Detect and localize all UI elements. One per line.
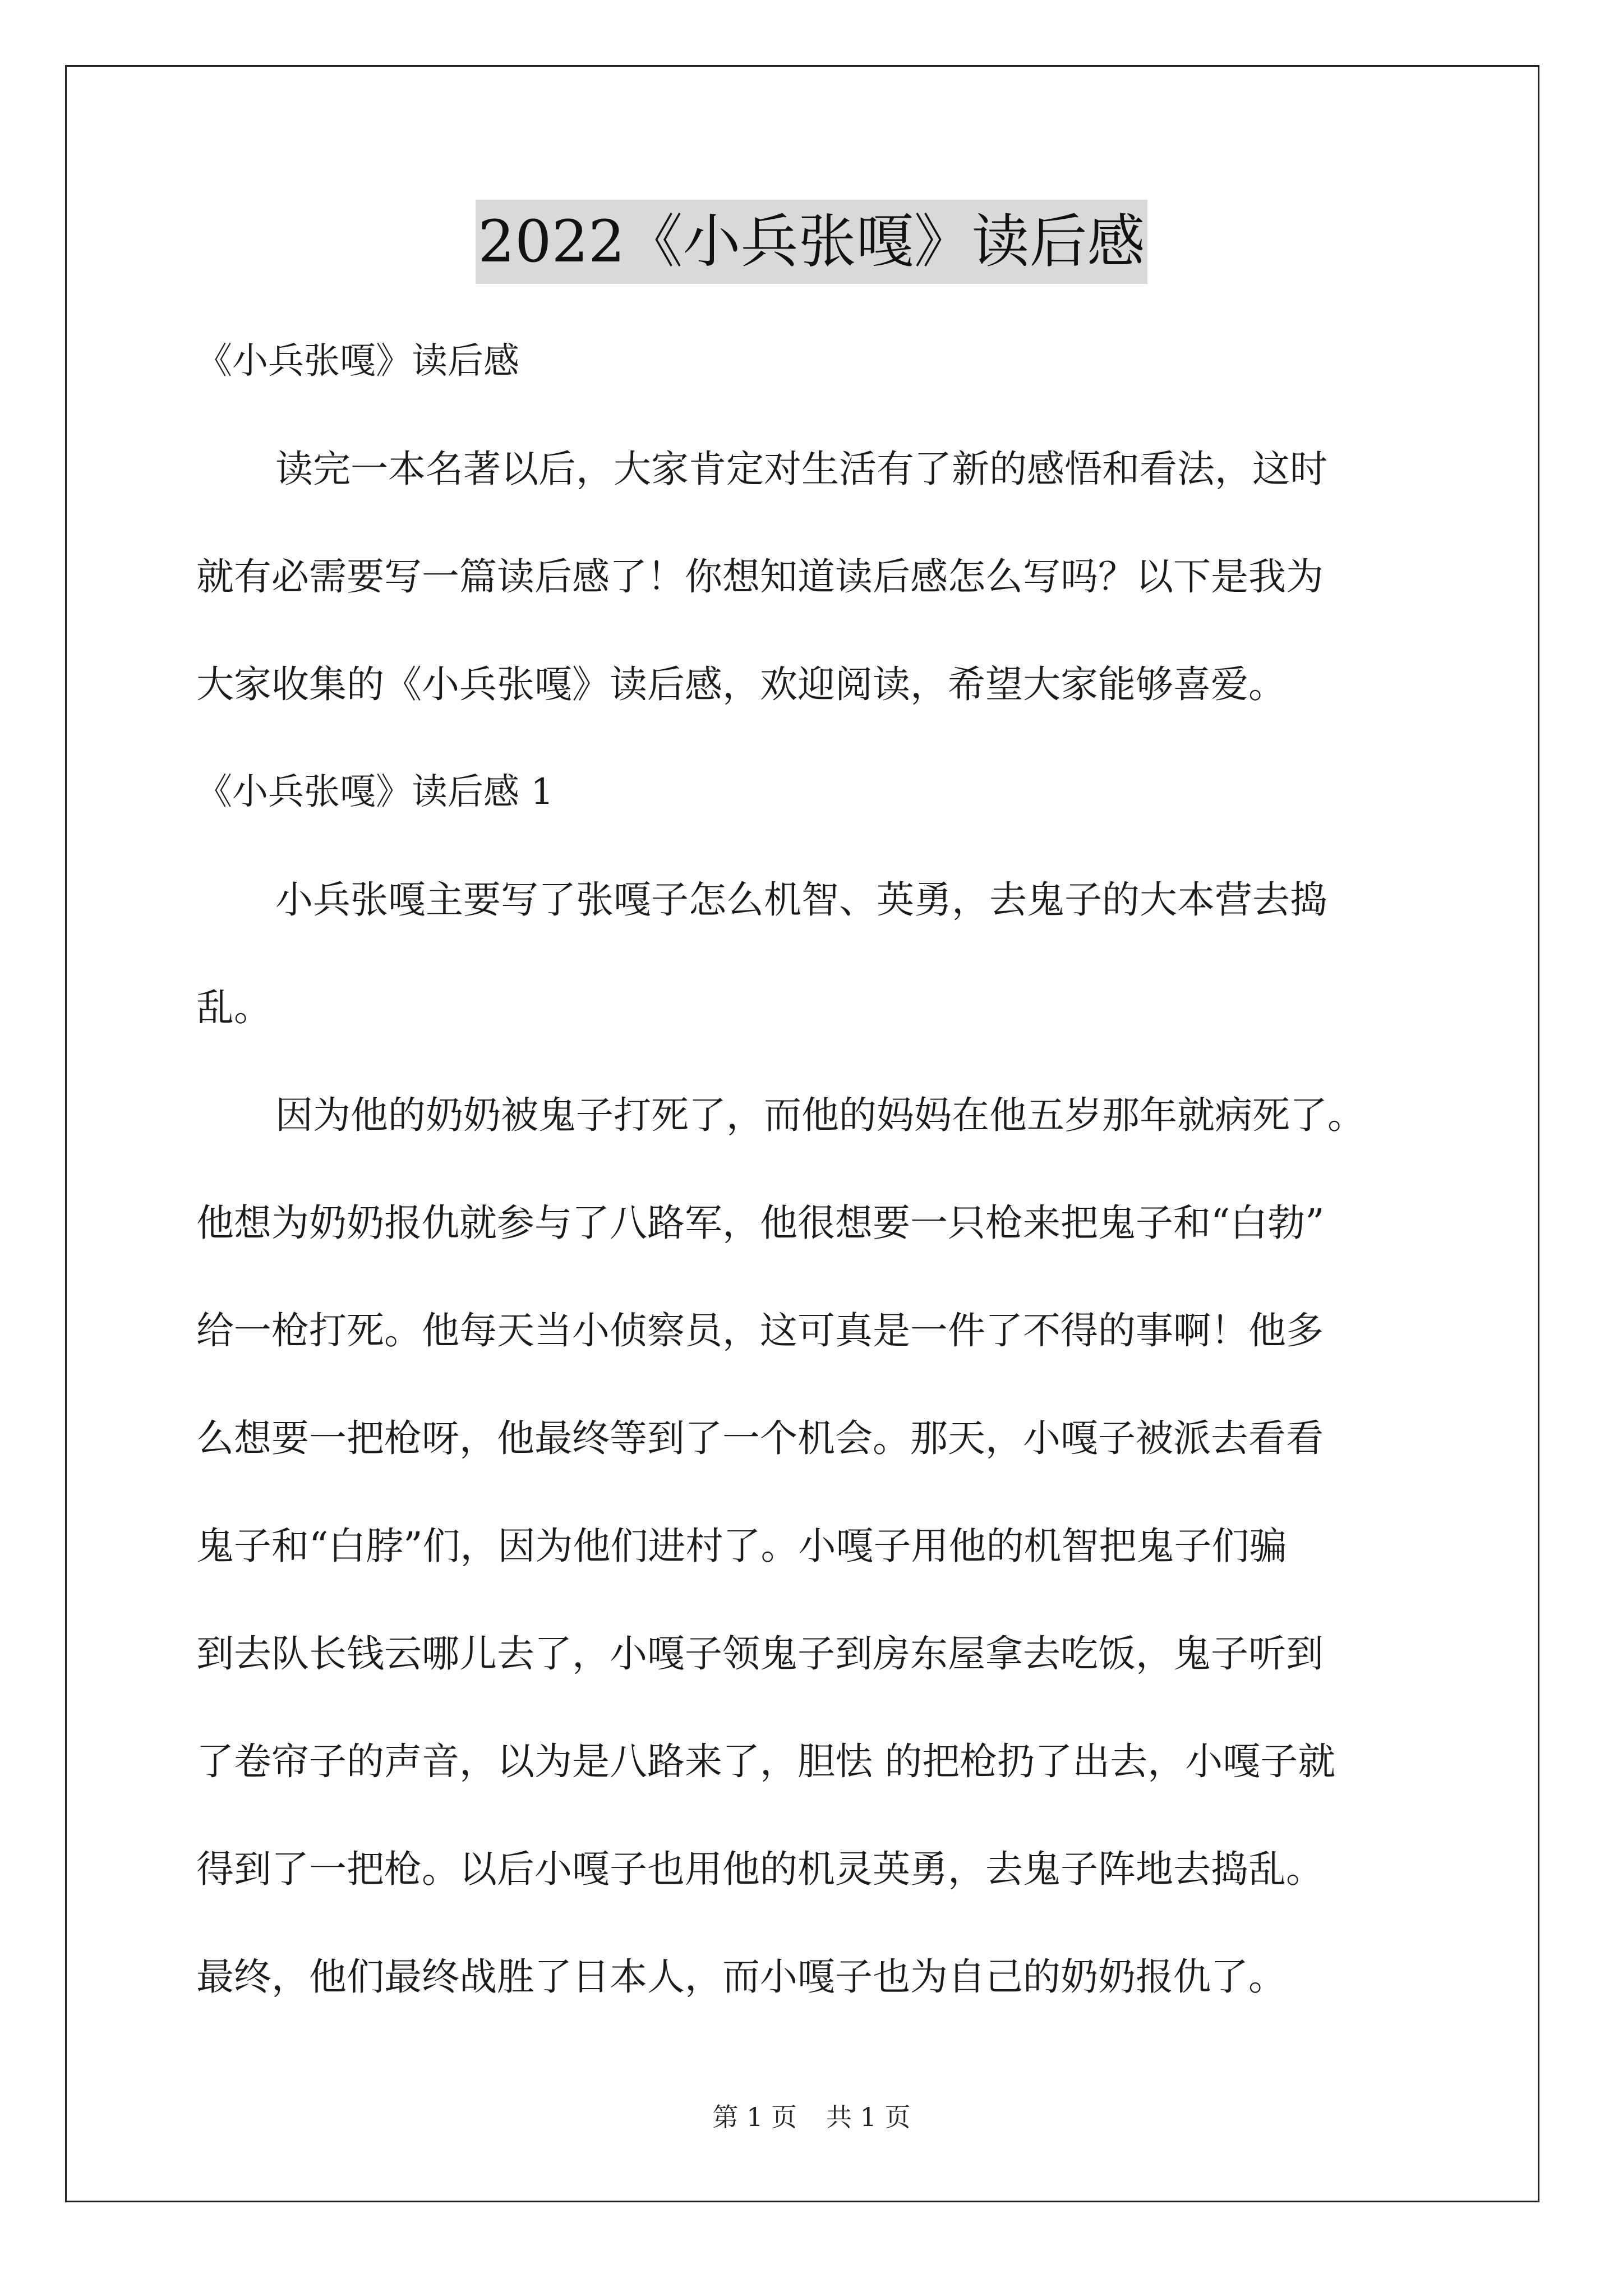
page-footer	[0, 2100, 1623, 2134]
page-total: 共 1 页	[826, 2102, 911, 2132]
paragraph-line: 给一枪打死。他每天当小侦察员，这可真是一件了不得的事啊！他多	[196, 1309, 1324, 1352]
paragraph-line: 小兵张嘎主要写了张嘎子怎么机智、英勇，去鬼子的大本营去捣	[275, 878, 1327, 922]
paragraph-line: 得到了一把枪。以后小嘎子也用他的机灵英勇，去鬼子阵地去捣乱。	[196, 1847, 1324, 1891]
paragraph-2	[196, 1061, 1455, 2031]
paragraph-line: 因为他的奶奶被鬼子打死了，而他的妈妈在他五岁那年就病死了。	[275, 1093, 1365, 1137]
paragraph-1	[196, 846, 1455, 1061]
paragraph-line: 了卷帘子的声音，以为是八路来了，胆怯 的把枪扔了出去，小嘎子就	[196, 1740, 1336, 1783]
paragraph-line: 最终，他们最终战胜了日本人，而小嘎子也为自己的奶奶报仇了。	[196, 1955, 1286, 1999]
paragraph-line: 乱。	[196, 986, 271, 1029]
document-title: 2022《小兵张嘎》读后感	[476, 200, 1147, 284]
section-heading: 《小兵张嘎》读后感 1	[196, 771, 554, 813]
paragraph-line: 鬼子和“白脖”们，因为他们进村了。小嘎子用他的机智把鬼子们骗	[196, 1524, 1287, 1568]
subtitle-heading: 《小兵张嘎》读后感	[196, 341, 519, 382]
paragraph-line: 就有必需要写一篇读后感了！你想知道读后感怎么写吗？以下是我为	[196, 555, 1324, 599]
title-container	[0, 200, 1623, 284]
paragraph-line: 大家收集的《小兵张嘎》读后感，欢迎阅读，希望大家能够喜爱。	[196, 662, 1286, 706]
paragraph-line: 他想为奶奶报仇就参与了八路军，他很想要一只枪来把鬼子和“白勃”	[196, 1201, 1325, 1245]
paragraph-line: 读完一本名著以后，大家肯定对生活有了新的感悟和看法，这时	[275, 447, 1327, 491]
paragraph-line: 到去队长钱云哪儿去了，小嘎子领鬼子到房东屋拿去吃饭，鬼子听到	[196, 1632, 1324, 1676]
document-body	[196, 307, 1455, 2031]
intro-paragraph	[196, 415, 1455, 738]
paragraph-line: 么想要一把枪呀，他最终等到了一个机会。那天，小嘎子被派去看看	[196, 1416, 1324, 1460]
page-number: 第 1 页	[712, 2102, 797, 2132]
